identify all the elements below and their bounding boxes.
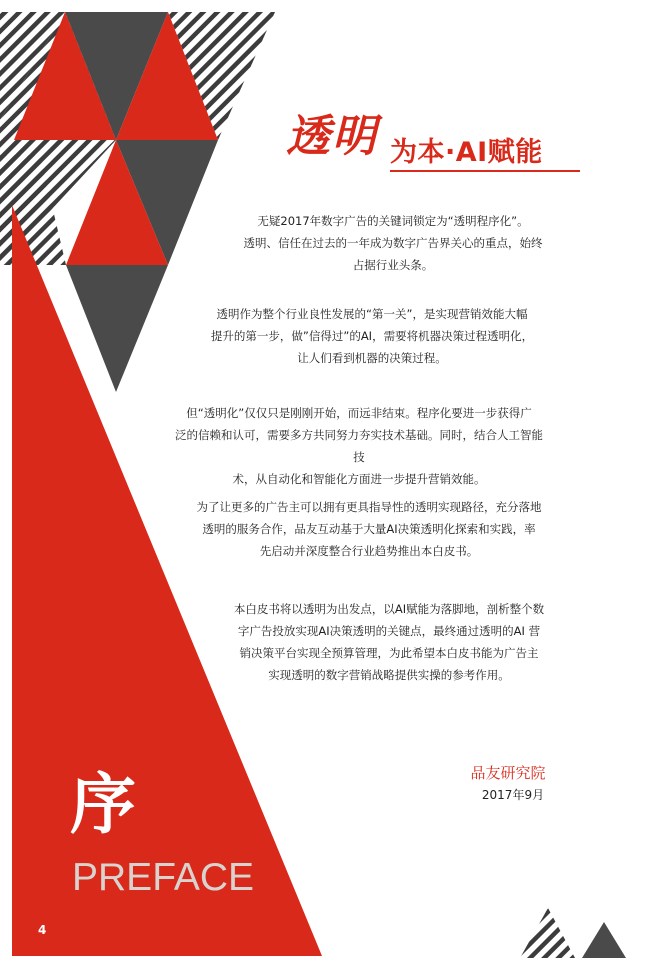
signature-organization: 品友研究院 bbox=[470, 764, 546, 782]
page-title bbox=[286, 100, 586, 180]
title-char-1: 透 bbox=[286, 111, 329, 162]
paragraph-3: 但“透明化”仅仅只是刚刚开始，而远非结束。程序化要进一步获得广 泛的信赖和认可，需要多方共同努力夯实技术基础。同时，结合人工智能技 术，从自动化和智能化方面进一步提升营销效能。 bbox=[175, 406, 543, 486]
striped-triangle-bottom-right bbox=[520, 908, 575, 958]
title-rest: 为本·AI赋能 bbox=[390, 137, 543, 168]
page-number: 4 bbox=[38, 923, 47, 937]
paragraph-5: 本白皮书将以透明为出发点，以AI赋能为落脚地，剖析整个数 字广告投放实现AI决策透明的关键点，最终通过透明的AI 营 销决策平台实现全预算管理，为此希望本白皮书能为广告主 实现透明的数字营销战略提供实操的参考作用。 bbox=[233, 602, 545, 682]
section-title-english: PREFACE bbox=[72, 856, 255, 899]
title-underline bbox=[390, 170, 580, 172]
paragraph-1: 无疑2017年数字广告的关键词锁定为“透明程序化”。 透明、信任在过去的一年成为数字广告界关心的重点，始终 占据行业头条。 bbox=[243, 214, 543, 272]
section-title-chinese: 序 bbox=[70, 766, 136, 843]
signature-date: 2017年9月 bbox=[481, 788, 545, 802]
title-char-2: 明 bbox=[332, 111, 375, 162]
gray-triangle-bottom-right bbox=[582, 922, 626, 958]
paragraph-4: 为了让更多的广告主可以拥有更具指导性的透明实现路径，充分落地 透明的服务合作，品友互动基于大量AI决策透明化探索和实践，率 先启动并深度整合行业趋势推出本白皮书。 bbox=[196, 500, 542, 558]
paragraph-2: 透明作为整个行业良性发展的“第一关”，是实现营销效能大幅 提升的第一步，做”信得过”的AI，需要将机器决策过程透明化， 让人们看到机器的决策过程。 bbox=[210, 307, 534, 365]
